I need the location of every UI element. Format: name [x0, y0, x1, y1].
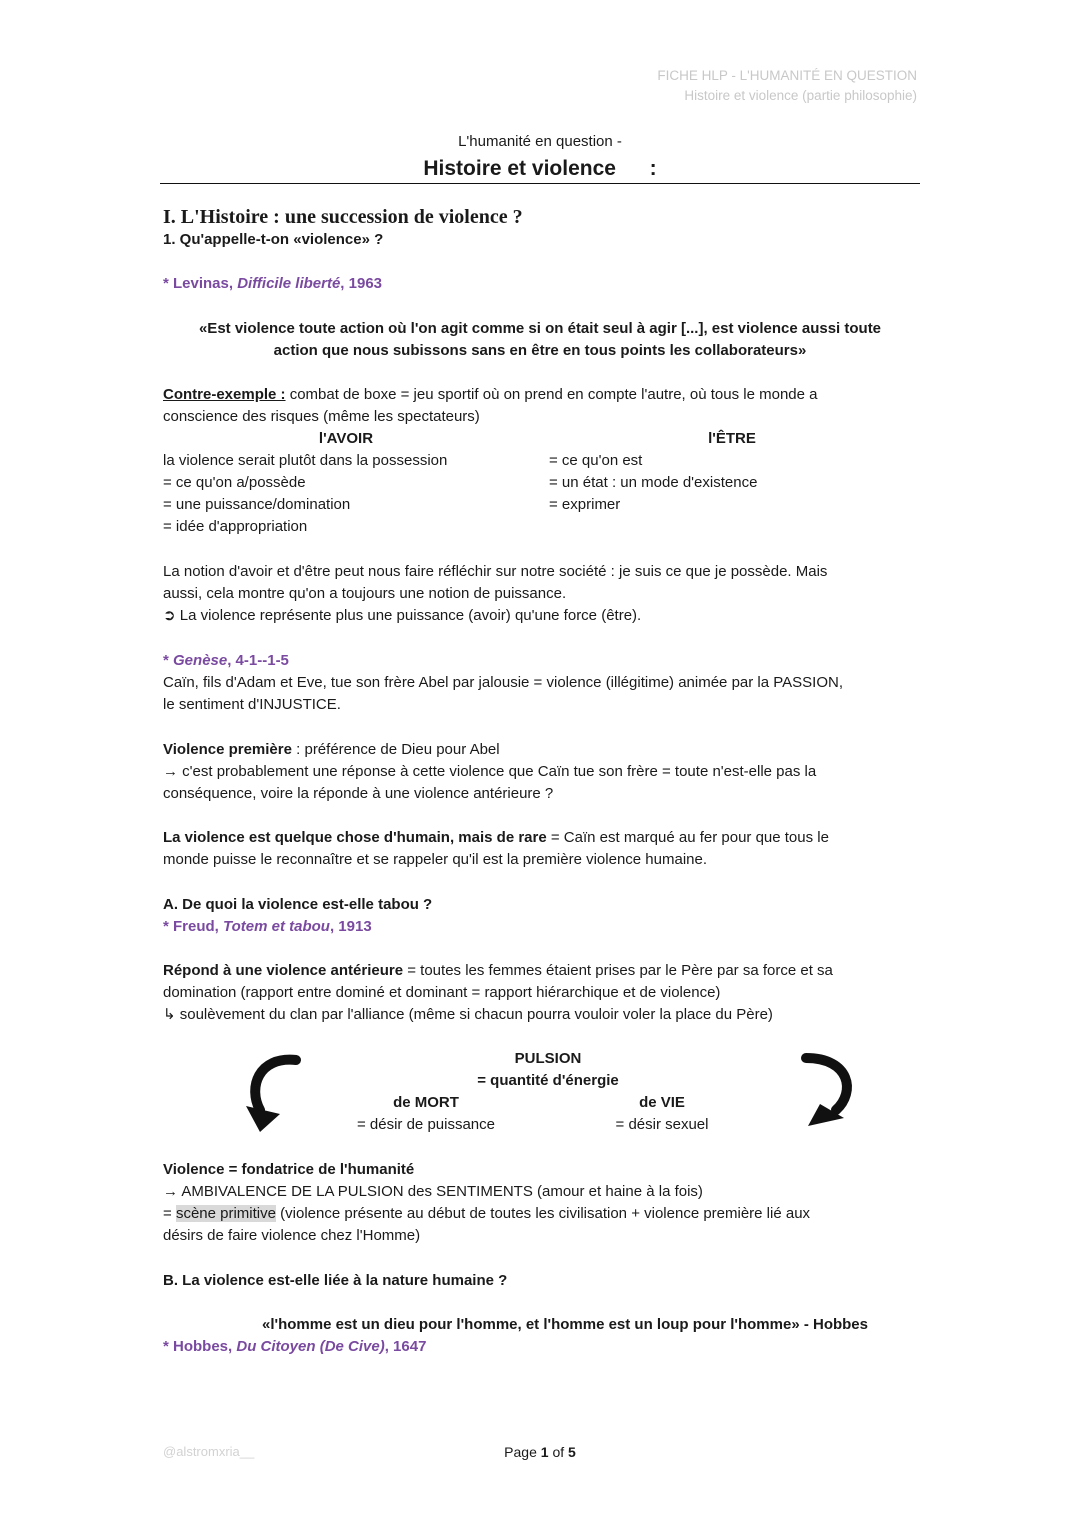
page-label: Page	[504, 1444, 537, 1460]
fondatrice-line4: désirs de faire violence chez l'Homme)	[163, 1227, 421, 1244]
fondatrice-line3	[163, 1203, 810, 1225]
page-title	[0, 157, 1080, 181]
contre-exemple	[163, 384, 817, 406]
pulsion-mort-desc: = désir de puissance	[356, 1116, 495, 1133]
fondatrice-line2	[163, 1181, 703, 1203]
violence-premiere-label: Violence première	[163, 741, 292, 758]
etre-item: = ce qu'on est	[549, 452, 643, 469]
pulsion-vie-desc: = désir sexuel	[615, 1116, 709, 1133]
freud-star: * Freud,	[163, 918, 224, 935]
repond-label: Répond à une violence antérieure	[163, 962, 404, 979]
levinas-year: , 1963	[340, 275, 383, 292]
fondatrice-line3-text: (violence présente au début de toutes les civilisation + violence première lié aux	[275, 1205, 811, 1222]
repond-line3-text: soulèvement du clan par l'alliance (même si chacun pourra vouloir voler la place du Père)	[175, 1006, 773, 1023]
notion-conclusion	[163, 605, 641, 627]
cain-line-1: Caïn, fils d'Adam et Eve, tue son frère Abel par jalousie = violence (illégitime) animée par la PASSION,	[163, 674, 843, 691]
violence-premiere-line2	[163, 761, 816, 783]
freud-year: , 1913	[329, 918, 372, 935]
violence-rare-text: = Caïn est marqué au fer pour que tous le	[546, 829, 829, 846]
scene-primitive-highlight: scène primitive	[175, 1205, 276, 1222]
avoir-item: la violence serait plutôt dans la possession	[163, 452, 448, 469]
genese-rest: , 4-1--1-5	[227, 652, 289, 669]
cain-line-2: le sentiment d'INJUSTICE.	[163, 696, 341, 713]
header-info	[657, 66, 917, 106]
section-1-heading: I. L'Histoire : une succession de violence ?	[163, 206, 523, 228]
title-subtitle: L'humanité en question -	[458, 133, 622, 150]
violence-premiere	[163, 739, 500, 761]
fondatrice-line2-text: AMBIVALENCE DE LA PULSION des SENTIMENTS (amour et haine à la fois)	[178, 1183, 703, 1200]
section-b-heading: B. La violence est-elle liée à la nature humaine ?	[163, 1272, 508, 1289]
etre-list	[549, 450, 757, 516]
contre-exemple-label: Contre-exemple :	[163, 386, 286, 403]
violence-rare-line2: monde puisse le reconnaître et se rappeler qu'il est la première violence humaine.	[163, 851, 707, 868]
hobbes-star: * Hobbes,	[163, 1338, 237, 1355]
violence-rare-label: La violence est quelque chose d'humain, mais de rare	[163, 829, 547, 846]
avoir-heading: l'AVOIR	[318, 430, 374, 447]
fondatrice-heading: Violence = fondatrice de l'humanité	[163, 1161, 415, 1178]
repond-line2: domination (rapport entre dominé et dominant = rapport hiérarchique et de violence)	[163, 984, 721, 1001]
page-title-text: Histoire et violence	[423, 157, 616, 180]
vp-line2-text: c'est probablement une réponse à cette violence que Caïn tue son frère = toute n'est-elle pas la	[178, 763, 817, 780]
fondatrice-eq: =	[163, 1205, 176, 1222]
levinas-title: Difficile liberté	[237, 275, 341, 292]
pulsion-title: PULSION	[514, 1050, 582, 1067]
right-arrow-icon: →	[163, 1183, 178, 1200]
genese-title: Genèse	[173, 652, 228, 669]
avoir-item: = ce qu'on a/possède	[163, 474, 306, 491]
hobbes-title: Du Citoyen (De Cive)	[236, 1338, 385, 1355]
freud-reference	[163, 916, 372, 938]
arrow-icon: ➲	[163, 607, 176, 624]
page-number	[0, 1444, 1080, 1460]
levinas-quote	[163, 318, 917, 362]
notion-line-1: La notion d'avoir et d'être peut nous faire réfléchir sur notre société : je suis ce que je possède. Mais	[163, 563, 828, 580]
etre-heading: l'ÊTRE	[708, 430, 756, 447]
violence-premiere-line3: conséquence, voire la réponde à une violence antérieure ?	[163, 785, 554, 802]
genese-star: *	[163, 652, 174, 669]
quote-line-2: action que nous subissons sans en être en tous points les collaborateurs»	[273, 342, 807, 359]
levinas-star: * Levinas,	[163, 275, 238, 292]
repond-text: = toutes les femmes étaient prises par le Père par sa force et sa	[403, 962, 833, 979]
avoir-list	[163, 450, 447, 538]
quote-line-1: «Est violence toute action où l'on agit comme si on était seul à agir [...], est violence aussi toute	[198, 320, 882, 337]
return-arrow-icon: ↳	[163, 1006, 176, 1023]
freud-title: Totem et tabou	[223, 918, 330, 935]
header-line1: FICHE HLP - L'HUMANITÉ EN QUESTION	[657, 68, 917, 83]
violence-rare	[163, 827, 829, 849]
curved-arrow-left-icon	[240, 1048, 302, 1136]
avoir-item: = une puissance/domination	[163, 496, 351, 513]
right-arrow-icon: →	[163, 763, 178, 780]
etre-item: = un état : un mode d'existence	[549, 474, 758, 491]
notion-line-3: La violence représente plus une puissance (avoir) qu'une force (être).	[175, 607, 642, 624]
hobbes-year: , 1647	[384, 1338, 427, 1355]
curved-arrow-right-icon	[798, 1048, 860, 1136]
repond-violence	[163, 960, 833, 982]
violence-premiere-text: : préférence de Dieu pour Abel	[291, 741, 500, 758]
section-1-sub1: 1. Qu'appelle-t-on «violence» ?	[163, 231, 384, 248]
page-current: 1	[540, 1444, 549, 1460]
notion-line-2: aussi, cela montre qu'on a toujours une notion de puissance.	[163, 585, 567, 602]
levinas-reference	[163, 273, 382, 295]
avoir-item: = idée d'appropriation	[163, 518, 308, 535]
repond-line3	[163, 1004, 773, 1026]
footer-handle: @alstromxria__	[163, 1444, 255, 1459]
page-total: 5	[568, 1444, 576, 1460]
header-line2: Histoire et violence (partie philosophie)	[684, 88, 917, 103]
contre-exemple-line2: conscience des risques (même les spectateurs)	[163, 408, 480, 425]
page-title-colon: :	[649, 157, 657, 180]
hobbes-quote: «l'homme est un dieu pour l'homme, et l'homme est un loup pour l'homme» - Hobbes	[262, 1316, 868, 1333]
page-of-label: of	[552, 1444, 565, 1460]
contre-exemple-text: combat de boxe = jeu sportif où on prend en compte l'autre, où tous le monde a	[285, 386, 818, 403]
title-divider	[160, 183, 920, 184]
hobbes-reference	[163, 1336, 426, 1358]
section-a-heading: A. De quoi la violence est-elle tabou ?	[163, 896, 433, 913]
pulsion-mort: de MORT	[393, 1094, 459, 1111]
etre-item: = exprimer	[549, 496, 621, 513]
pulsion-subtitle: = quantité d'énergie	[477, 1072, 619, 1089]
pulsion-vie: de VIE	[639, 1094, 685, 1111]
genese-reference	[163, 650, 289, 672]
